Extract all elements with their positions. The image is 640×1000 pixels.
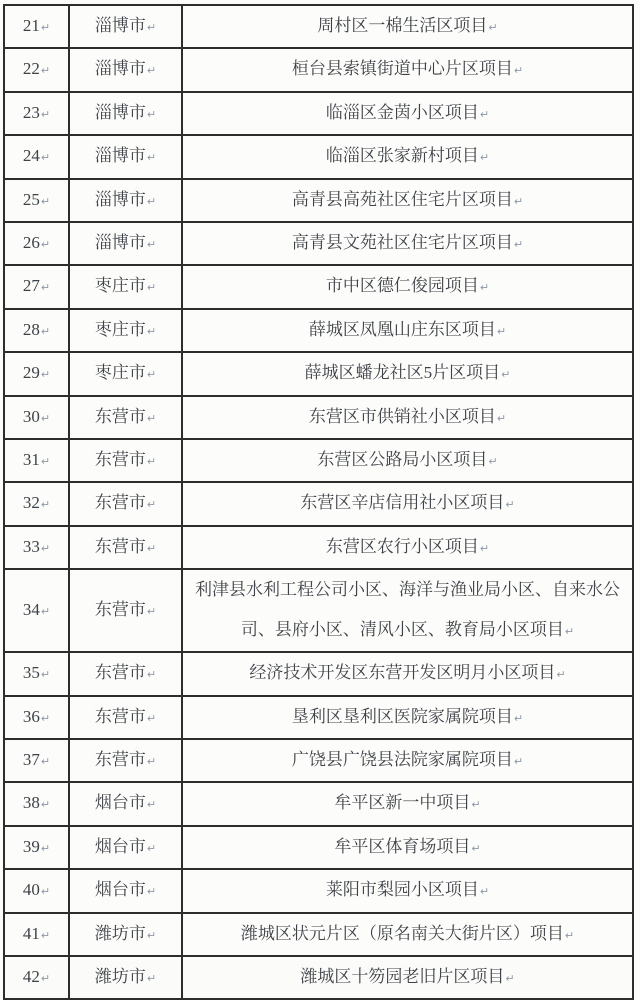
row-number-cell <box>4 826 69 869</box>
project-name: 东营区市供销社小区项目 <box>308 406 496 426</box>
paragraph-mark-icon: ↵ <box>40 151 51 165</box>
paragraph-mark-icon: ↵ <box>496 411 507 425</box>
paragraph-mark-icon: ↵ <box>40 668 51 682</box>
table-row <box>4 956 633 999</box>
row-number-cell <box>4 222 69 265</box>
city-name: 淄博市 <box>94 16 146 35</box>
project-name: 牟平区体育场项目 <box>334 836 471 856</box>
project-name: 薛城区蟠龙社区5片区项目 <box>304 363 501 383</box>
row-number-cell <box>4 179 69 222</box>
table-row <box>4 696 633 739</box>
paragraph-mark-icon: ↵ <box>479 281 490 295</box>
city-name: 枣庄市 <box>94 363 146 383</box>
city-cell <box>69 782 182 825</box>
table-row <box>4 739 633 782</box>
paragraph-mark-icon: ↵ <box>479 541 490 555</box>
row-number: 38 <box>22 793 40 813</box>
project-name: 薛城区凤凰山庄东区项目 <box>308 319 496 339</box>
project-name: 广饶县广饶县法院家属院项目 <box>291 749 513 769</box>
paragraph-mark-icon: ↵ <box>146 971 157 985</box>
project-cell <box>182 439 633 482</box>
project-cell <box>182 696 633 739</box>
table-row <box>4 179 633 222</box>
table-row <box>4 652 633 695</box>
table-row <box>4 869 633 912</box>
project-cell <box>182 92 633 135</box>
paragraph-mark-icon: ↵ <box>146 754 157 768</box>
paragraph-mark-icon: ↵ <box>146 281 157 295</box>
city-cell <box>69 869 182 912</box>
paragraph-mark-icon: ↵ <box>146 498 157 512</box>
row-number-cell <box>4 956 69 999</box>
city-name: 东营市 <box>94 663 146 683</box>
paragraph-mark-icon: ↵ <box>146 411 157 425</box>
city-name: 淄博市 <box>94 189 146 209</box>
city-cell <box>69 913 182 956</box>
paragraph-mark-icon: ↵ <box>146 21 157 34</box>
project-name: 潍城区十笏园老旧片区项目 <box>300 966 505 986</box>
paragraph-mark-icon: ↵ <box>40 21 51 34</box>
project-name: 利津县水利工程公司小区、海洋与渔业局小区、自来水公司、县府小区、清风小区、教育局小区项目 <box>195 580 620 639</box>
row-number: 26 <box>22 233 40 253</box>
project-name: 经济技术开发区东营开发区明月小区项目 <box>249 663 556 683</box>
paragraph-mark-icon: ↵ <box>40 541 51 555</box>
paragraph-mark-icon: ↵ <box>40 798 51 812</box>
city-name: 淄博市 <box>94 233 146 253</box>
paragraph-mark-icon: ↵ <box>146 194 157 208</box>
city-cell <box>69 652 182 695</box>
table-row <box>4 913 633 956</box>
row-number-cell <box>4 309 69 352</box>
paragraph-mark-icon: ↵ <box>479 885 490 899</box>
row-number: 25 <box>22 189 40 209</box>
row-number: 39 <box>22 836 40 856</box>
city-cell <box>69 396 182 439</box>
row-number: 21 <box>22 16 40 35</box>
city-name: 烟台市 <box>94 793 146 813</box>
row-number-cell <box>4 92 69 135</box>
city-name: 东营市 <box>94 536 146 556</box>
project-cell <box>182 135 633 178</box>
table-row <box>4 482 633 525</box>
project-cell <box>182 739 633 782</box>
row-number: 31 <box>22 450 40 470</box>
city-cell <box>69 439 182 482</box>
project-cell <box>182 782 633 825</box>
row-number: 41 <box>22 923 40 943</box>
paragraph-mark-icon: ↵ <box>513 711 524 725</box>
project-cell <box>182 396 633 439</box>
project-cell <box>182 826 633 869</box>
row-number-cell <box>4 439 69 482</box>
paragraph-mark-icon: ↵ <box>40 841 51 855</box>
paragraph-mark-icon: ↵ <box>40 411 51 425</box>
project-cell <box>182 956 633 999</box>
row-number: 36 <box>22 706 40 726</box>
table-row <box>4 265 633 308</box>
paragraph-mark-icon: ↵ <box>505 498 515 512</box>
city-name: 淄博市 <box>94 146 146 166</box>
table-row <box>4 92 633 135</box>
city-name: 东营市 <box>94 599 146 619</box>
paragraph-mark-icon: ↵ <box>146 324 157 338</box>
row-number-cell <box>4 782 69 825</box>
paragraph-mark-icon: ↵ <box>40 971 51 985</box>
paragraph-mark-icon: ↵ <box>40 194 51 208</box>
city-cell <box>69 826 182 869</box>
city-name: 枣庄市 <box>94 276 146 296</box>
city-name: 东营市 <box>94 706 146 726</box>
paragraph-mark-icon: ↵ <box>513 64 524 78</box>
paragraph-mark-icon: ↵ <box>40 107 51 121</box>
row-number: 33 <box>22 536 40 556</box>
project-cell <box>182 5 633 48</box>
project-cell <box>182 652 633 695</box>
paragraph-mark-icon: ↵ <box>146 107 157 121</box>
project-name: 莱阳市梨园小区项目 <box>325 880 479 900</box>
paragraph-mark-icon: ↵ <box>556 668 566 682</box>
paragraph-mark-icon: ↵ <box>40 754 51 768</box>
table-row <box>4 352 633 395</box>
row-number-cell <box>4 526 69 569</box>
city-name: 东营市 <box>94 493 146 513</box>
paragraph-mark-icon: ↵ <box>40 885 51 899</box>
city-cell <box>69 526 182 569</box>
table-row <box>4 309 633 352</box>
paragraph-mark-icon: ↵ <box>146 151 157 165</box>
table-row <box>4 526 633 569</box>
paragraph-mark-icon: ↵ <box>40 368 51 382</box>
paragraph-mark-icon: ↵ <box>146 928 157 942</box>
row-number: 30 <box>22 406 40 426</box>
project-name: 东营区公路局小区项目 <box>317 450 488 470</box>
project-cell <box>182 222 633 265</box>
paragraph-mark-icon: ↵ <box>146 368 157 382</box>
project-name: 临淄区金茵小区项目 <box>325 102 479 122</box>
paragraph-mark-icon: ↵ <box>40 711 51 725</box>
city-name: 淄博市 <box>94 102 146 122</box>
city-name: 烟台市 <box>94 836 146 856</box>
project-name: 高青县文苑社区住宅片区项目 <box>291 233 513 253</box>
row-number: 32 <box>22 493 40 513</box>
row-number: 42 <box>22 966 40 986</box>
paragraph-mark-icon: ↵ <box>40 604 51 618</box>
project-name: 周村区一棉生活区项目 <box>317 16 488 35</box>
table-row <box>4 826 633 869</box>
project-name: 牟平区新一中项目 <box>334 793 471 813</box>
paragraph-mark-icon: ↵ <box>564 928 575 942</box>
city-cell <box>69 309 182 352</box>
project-cell <box>182 869 633 912</box>
table-row <box>4 782 633 825</box>
row-number-cell <box>4 913 69 956</box>
paragraph-mark-icon: ↵ <box>513 754 524 768</box>
paragraph-mark-icon: ↵ <box>564 624 575 638</box>
paragraph-mark-icon: ↵ <box>471 841 481 855</box>
city-cell <box>69 179 182 222</box>
paragraph-mark-icon: ↵ <box>146 841 157 855</box>
paragraph-mark-icon: ↵ <box>40 238 51 252</box>
row-number-cell <box>4 569 69 652</box>
project-name: 高青县高苑社区住宅片区项目 <box>291 189 513 209</box>
city-name: 枣庄市 <box>94 319 146 339</box>
row-number: 24 <box>22 146 40 166</box>
paragraph-mark-icon: ↵ <box>40 498 51 512</box>
row-number: 22 <box>22 59 40 79</box>
paragraph-mark-icon: ↵ <box>501 368 511 382</box>
table-row <box>4 396 633 439</box>
row-number: 34 <box>22 599 40 619</box>
paragraph-mark-icon: ↵ <box>479 151 490 165</box>
project-cell <box>182 309 633 352</box>
paragraph-mark-icon: ↵ <box>40 281 51 295</box>
paragraph-mark-icon: ↵ <box>146 604 157 618</box>
city-cell <box>69 739 182 782</box>
city-cell <box>69 352 182 395</box>
paragraph-mark-icon: ↵ <box>146 711 157 725</box>
paragraph-mark-icon: ↵ <box>505 971 515 985</box>
row-number: 23 <box>22 102 40 122</box>
city-name: 潍坊市 <box>94 966 146 986</box>
table-row <box>4 48 633 91</box>
paragraph-mark-icon: ↵ <box>40 455 51 469</box>
row-number: 29 <box>22 363 40 383</box>
city-cell <box>69 5 182 48</box>
paragraph-mark-icon: ↵ <box>513 194 524 208</box>
paragraph-mark-icon: ↵ <box>146 238 157 252</box>
table-row <box>4 5 633 48</box>
row-number-cell <box>4 739 69 782</box>
project-cell <box>182 48 633 91</box>
city-name: 东营市 <box>94 749 146 769</box>
city-cell <box>69 265 182 308</box>
city-name: 烟台市 <box>94 880 146 900</box>
paragraph-mark-icon: ↵ <box>146 455 157 469</box>
row-number-cell <box>4 482 69 525</box>
row-number-cell <box>4 135 69 178</box>
row-number-cell <box>4 48 69 91</box>
row-number-cell <box>4 396 69 439</box>
table-row <box>4 222 633 265</box>
row-number: 27 <box>22 276 40 296</box>
city-name: 潍坊市 <box>94 923 146 943</box>
paragraph-mark-icon: ↵ <box>40 64 51 78</box>
table-row <box>4 135 633 178</box>
project-cell <box>182 482 633 525</box>
row-number-cell <box>4 696 69 739</box>
row-number: 35 <box>22 663 40 683</box>
paragraph-mark-icon: ↵ <box>146 541 157 555</box>
project-cell <box>182 352 633 395</box>
paragraph-mark-icon: ↵ <box>146 64 157 78</box>
project-cell <box>182 569 633 652</box>
project-cell <box>182 265 633 308</box>
paragraph-mark-icon: ↵ <box>146 798 157 812</box>
paragraph-mark-icon: ↵ <box>488 455 498 469</box>
project-cell <box>182 179 633 222</box>
project-name: 垦利区垦利区医院家属院项目 <box>291 706 513 726</box>
paragraph-mark-icon: ↵ <box>40 928 51 942</box>
project-cell <box>182 913 633 956</box>
row-number-cell <box>4 869 69 912</box>
paragraph-mark-icon: ↵ <box>40 324 51 338</box>
paragraph-mark-icon: ↵ <box>146 885 157 899</box>
paragraph-mark-icon: ↵ <box>146 668 157 682</box>
project-cell <box>182 526 633 569</box>
paragraph-mark-icon: ↵ <box>496 324 507 338</box>
row-number-cell <box>4 265 69 308</box>
table-row <box>4 439 633 482</box>
city-cell <box>69 956 182 999</box>
city-cell <box>69 135 182 178</box>
row-number-cell <box>4 652 69 695</box>
city-cell <box>69 48 182 91</box>
row-number-cell <box>4 5 69 48</box>
paragraph-mark-icon: ↵ <box>479 107 490 121</box>
row-number-cell <box>4 352 69 395</box>
project-name: 潍城区状元片区（原名南关大街片区）项目 <box>240 923 564 943</box>
table-row <box>4 569 633 652</box>
paragraph-mark-icon: ↵ <box>513 238 524 252</box>
city-cell <box>69 92 182 135</box>
city-cell <box>69 482 182 525</box>
city-name: 东营市 <box>94 406 146 426</box>
project-table <box>3 4 634 1000</box>
row-number: 28 <box>22 319 40 339</box>
city-cell <box>69 696 182 739</box>
row-number: 37 <box>22 749 40 769</box>
row-number: 40 <box>22 880 40 900</box>
project-name: 桓台县索镇街道中心片区项目 <box>291 59 513 79</box>
project-name: 东营区农行小区项目 <box>325 536 479 556</box>
project-name: 临淄区张家新村项目 <box>325 146 479 166</box>
city-cell <box>69 569 182 652</box>
city-cell <box>69 222 182 265</box>
paragraph-mark-icon: ↵ <box>471 798 481 812</box>
city-name: 东营市 <box>94 450 146 470</box>
project-name: 市中区德仁俊园项目 <box>325 276 479 296</box>
paragraph-mark-icon: ↵ <box>488 21 498 34</box>
project-name: 东营区辛店信用社小区项目 <box>300 493 505 513</box>
city-name: 淄博市 <box>94 59 146 79</box>
